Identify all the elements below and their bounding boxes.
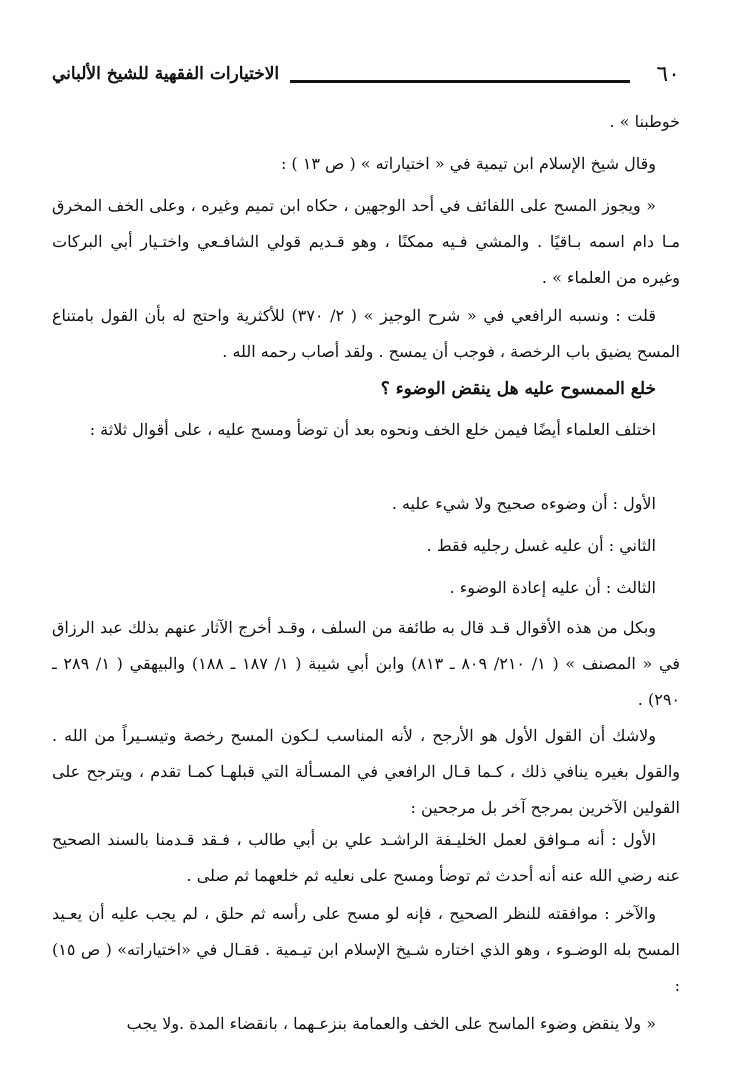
paragraph-continuation: خوطبنا » .: [609, 112, 680, 131]
paragraph-quote-end: « ولا ينقض وضوء الماسح على الخف والعمامة بنزعـهما ، بانقضاء المدة .ولا يجب: [126, 1014, 656, 1033]
paragraph-sources: وبكل من هذه الأقوال قـد قال به طائفة من السلف ، وقـد أخرج الآثار عنهم بذلك عبد الرزاق في « المصنف » ( ١/ ٢١٠/ ٨٠٩ ـ ٨١٣) وابن أبي شيبة ( ١/ ١٨٧ ـ ١٨٨) والبيهقي ( ١/ ٢٨٩ ـ ٢٩٠) .: [52, 618, 681, 709]
section-heading: خلع الممسوح عليه هل ينقض الوضوء ؟: [380, 379, 656, 399]
paragraph-preference: ولاشك أن القول الأول هو الأرجح ، لأنه المناسب لـكون المسح رخصة وتيسـيراً من الله . والقول بغيره ينافي ذلك ، كـما قـال الرافعي في المسـألة التي قبلهـا كمـا تقدم ، ويترجح على القولين الآخرين بمرجح آخر بل مرجحين :: [52, 726, 680, 817]
paragraph-intro-opinions: اختلف العلماء أيضًا فيمن خلع الخف ونحوه بعد أن توضأ ومسح عليه ، على أقوال ثلاثة :: [89, 420, 656, 439]
header-rule: [290, 80, 630, 83]
opinion-third: الثالث : أن عليه إعادة الوضوء .: [449, 578, 656, 597]
paragraph-reason-second: والآخر : موافقته للنظر الصحيح ، فإنه لو مسح على رأسه ثم حلق ، لم يجب عليه أن يعـيد المسح بله الوضـوء ، وهو الذي اختاره شـيخ الإسلام ابن تيـمية . فقـال في «اختياراته» ( ص ١٥) :: [52, 904, 680, 995]
opinion-first: الأول : أن وضوءه صحيح ولا شيء عليه .: [391, 494, 656, 513]
opinion-second: الثاني : أن عليه غسل رجليه فقط .: [426, 536, 656, 555]
header-title: الاختيارات الفقهية للشيخ الألباني: [52, 64, 280, 84]
running-header: [52, 58, 680, 94]
paragraph-quote: « ويجوز المسح على اللفائف في أحد الوجهين ، حكاه ابن تميم وغيره ، وعلى الخف المخرق مـا دام اسمه بـاقيًا . والمشي فـيه ممكنًا ، وهو قـديم قولي الشافـعي واختـيار أبي البركات وغيره من العلماء » .: [52, 196, 680, 287]
paragraph-quote-intro: وقال شيخ الإسلام ابن تيمية في « اختياراته » ( ص ١٣ ) :: [280, 154, 656, 173]
paragraph-reason-first: الأول : أنه مـوافق لعمل الخليـفة الراشـد علي بن أبي طالب ، فـقد قـدمنا بالسند الصحيح عنه رضي الله عنه أنه أحدث ثم توضأ ومسح على نعليه ثم خلعهما ثم صلى .: [52, 830, 680, 885]
page-number: ٦٠: [656, 62, 680, 87]
paragraph-note: قلت : ونسبه الرافعي في « شرح الوجيز » ( ٢/ ٣٧٠) للأكثرية واحتج له بأن القول بامتناع المسح يضيق باب الرخصة ، فوجب أن يمسح . ولقد أصاب رحمه الله .: [52, 306, 680, 361]
